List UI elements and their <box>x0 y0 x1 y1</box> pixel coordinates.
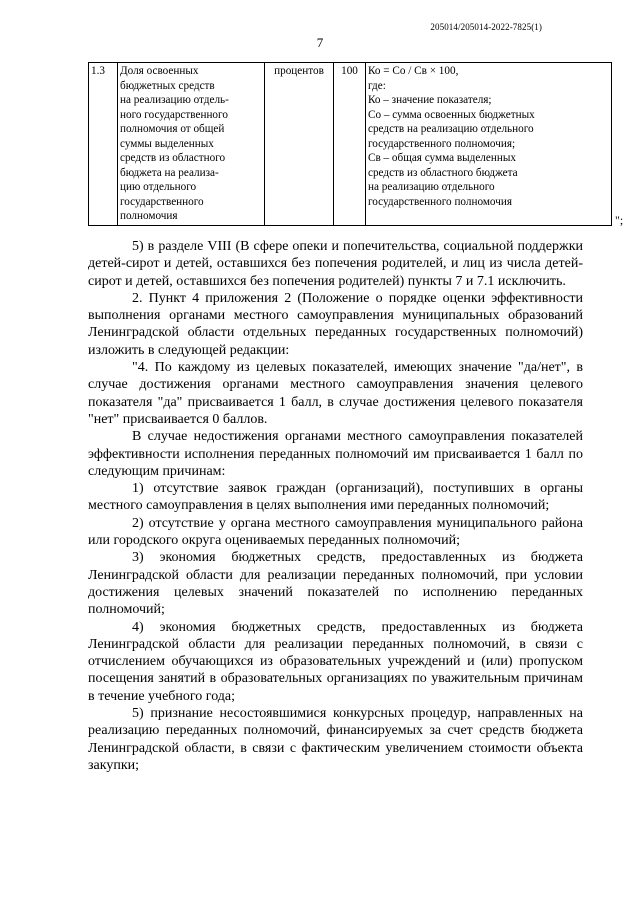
formula-line: Ко = Со / Св × 100, <box>368 65 459 77</box>
paragraph: "4. По каждому из целевых показателей, имеющих значение "да/нет", в случае достижения органами местного самоуправления значения целевого показателя "да" присваивается 1 балл, в случае достижения целевого показателя "нет" присваивается 0 баллов. <box>88 360 583 427</box>
paragraph: 4) экономия бюджетных средств, предоставленных из бюджета Ленинградской области для реализации переданных полномочий, в связи с отчислением обучающихся из образовательных учреждений и (или) пропуском посещения занятий в образовательных организациях по уважительным причинам в течение учебного года; <box>88 619 583 704</box>
formula-line: Ко – значение показателя; <box>368 94 492 106</box>
paragraph: 2. Пункт 4 приложения 2 (Положение о порядке оценки эффективности выполнения органами местного самоуправления муниципальных образований Ленинградской области отдельных переданных государственных полномочий) изложить в следующей редакции: <box>88 290 583 358</box>
formula-line: средств из областного бюджета <box>368 166 518 179</box>
name-line: цию отдельного <box>120 181 197 193</box>
unit-cell: процентов <box>265 63 334 226</box>
table-row <box>89 63 612 226</box>
name-line: Доля освоенных <box>120 65 199 77</box>
formula-line: Св – общая сумма выделенных <box>368 152 516 164</box>
paragraph: 5) в разделе VIII (В сфере опеки и попечительства, социальной поддержки детей-сирот и детей, оставшихся без попечения родителей, и лиц из числа детей-сирот и детей, оставшихся без попечения родителей) пункты 7 и 7.1 исключить. <box>88 239 583 289</box>
value-cell: 100 <box>334 63 366 226</box>
paragraph: В случае недостижения органами местного самоуправления показателей эффективности исполнения переданных полномочий им присваивается 1 балл по следующим причинам: <box>88 429 583 479</box>
formula-cell <box>366 63 612 226</box>
formula-line: на реализацию отдельного <box>368 181 495 193</box>
body-text <box>88 238 583 774</box>
paragraph: 5) признание несостоявшимися конкурсных процедур, направленных на реализацию переданных полномочий, финансируемых за счет средств бюджета Ленинградской области, в связи с фактическим увеличением стоимости объекта закупки; <box>88 706 583 773</box>
indicator-table <box>88 62 612 226</box>
page-number: 7 <box>316 35 324 50</box>
name-line: полномочия от общей <box>120 123 225 135</box>
paragraph: 3) экономия бюджетных средств, предоставленных из бюджета Ленинградской области для реализации переданных полномочий, при условии достижения целевых значений показателей по исполнению переданных полномочий; <box>88 550 583 618</box>
name-line: средств из областного <box>120 152 226 164</box>
formula-line: Со – сумма освоенных бюджетных <box>368 108 535 121</box>
name-line: полномочия <box>120 210 178 222</box>
paragraph: 2) отсутствие у органа местного самоуправления муниципального района или городского округа оцениваемых переданных полномочий; <box>88 515 583 549</box>
name-line: бюджета на реализа- <box>120 166 219 179</box>
formula-line: средств на реализацию отдельного <box>368 123 534 135</box>
formula-line: государственного полномочия <box>368 195 512 208</box>
row-number-cell: 1.3 <box>89 63 118 226</box>
quote-end-mark: "; <box>615 213 624 227</box>
name-line: суммы выделенных <box>120 137 214 150</box>
name-line: ного государственного <box>120 108 228 121</box>
formula-line: государственного полномочия; <box>368 137 516 150</box>
paragraph: 1) отсутствие заявок граждан (организаций), поступивших в органы местного самоуправления в целях выполнения ими переданных полномочий; <box>88 481 583 514</box>
name-line: бюджетных средств <box>120 79 215 92</box>
formula-line: где: <box>368 79 386 92</box>
indicator-name-cell <box>118 63 265 226</box>
name-line: государственного <box>120 195 204 208</box>
name-line: на реализацию отдель- <box>120 94 229 106</box>
document-id: 205014/205014-2022-7825(1) <box>430 22 542 32</box>
